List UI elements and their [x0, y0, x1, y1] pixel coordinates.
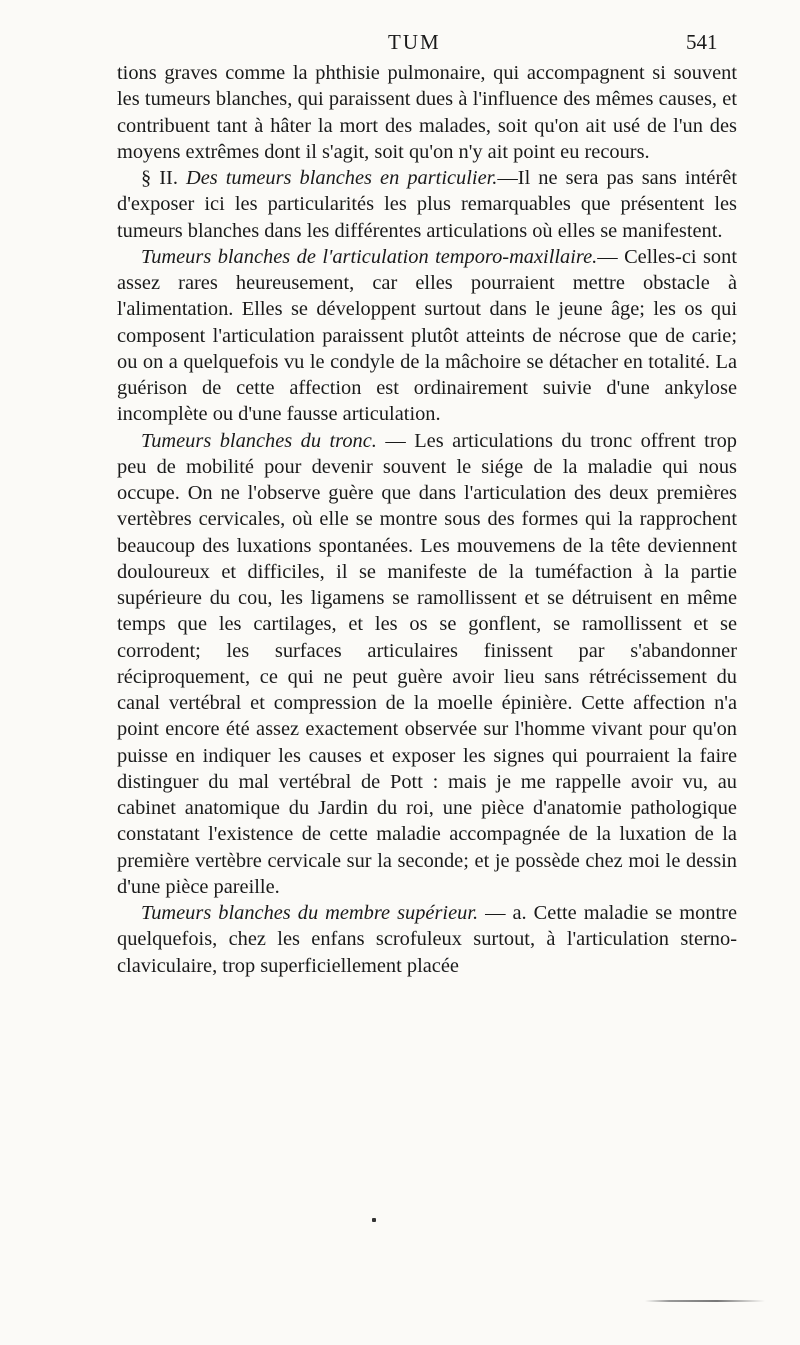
paragraph: [117, 165, 737, 244]
italic-heading: Tumeurs blanches du tronc.: [141, 429, 377, 452]
running-header: [0, 30, 800, 60]
paragraph-text: — Les articulations du tronc offrent trop peu de mobilité pour devenir souvent le siége de la maladie qui nous occupe. On ne l'observe guère que dans l'articulation des deux premières vertèbres cervicales, où elle se montre sous des formes qui la rapprochent beaucoup des luxations spontanées. Les mouvemens de la tête deviennent douloureux et difficiles, il se manifeste de la tuméfaction à la partie supérieure du cou, les ligamens se ramollissent et se détruisent en même temps que les cartilages, et les os se gonflent, se ramollissent et se corrodent; les surfaces articulaires finissent par s'abandonner réciproquement, ce qui ne peut guère avoir lieu sans rétrécissement du canal vertébral et compression de la moelle épinière. Cette affection n'a point encore été assez exactement observée sur l'homme vivant pour qu'on puisse en indiquer les causes et exposer les signes qui pourraient la faire distinguer du mal vertébral de Pott : mais je me rappelle avoir vu, au cabinet anatomique du Jardin du roi, une pièce d'anatomie pathologique constatant l'existence de cette maladie accompagnée de la luxation de la première vertèbre cervicale sur la seconde; et je possède chez moi le dessin d'une pièce pareille.: [117, 429, 737, 898]
ink-speck: [372, 1218, 376, 1222]
paragraph-text: — a. Cette maladie se montre quelquefois, chez les enfans scrofuleux surtout, à l'articulation sterno-claviculaire, trop superficiellement placée: [117, 902, 738, 977]
italic-heading: Des tumeurs blanches en particulier.: [185, 167, 498, 189]
italic-heading: Tumeurs blanches du membre supérieur.: [141, 902, 479, 924]
ink-smudge: [645, 1300, 765, 1302]
paragraph-text: —Il ne sera pas sans intérêt d'exposer ici les particularités les plus remarquables que présentent les tumeurs blanches dans les différentes articulations où elles se manifestent.: [117, 167, 737, 242]
page-number: 541: [686, 30, 718, 54]
paragraph-text: § II.: [141, 167, 186, 189]
paragraph: [117, 60, 737, 165]
paragraph-text: — Celles-ci sont assez rares heureusement, car elles pourraient mettre obstacle à l'alimentation. Elles se développent surtout dans le jeune âge; les os qui composent l'articulation paraissent plutôt atteints de nécrose que de carie; ou on a quelquefois vu le condyle de la mâchoire se détacher en totalité. La guérison de cette affection est ordinairement suivie d'une ankylose incomplète ou d'une fausse articulation.: [117, 245, 737, 426]
paragraph: [117, 900, 737, 979]
paragraph-text: tions graves comme la phthisie pulmonaire, qui accompagnent si souvent les tumeurs blanches, qui paraissent dues à l'influence des mêmes causes, et contribuent tant à hâter la mort des malades, soit qu'on ait usé de l'un des moyens extrêmes dont il s'agit, soit qu'on n'y ait point eu recours.: [117, 62, 737, 163]
italic-heading: Tumeurs blanches de l'articulation temporo-maxillaire.: [141, 245, 598, 268]
paragraph: [117, 244, 737, 428]
running-title: TUM: [388, 30, 441, 54]
paragraph: [117, 428, 737, 901]
body-text: [117, 60, 737, 979]
